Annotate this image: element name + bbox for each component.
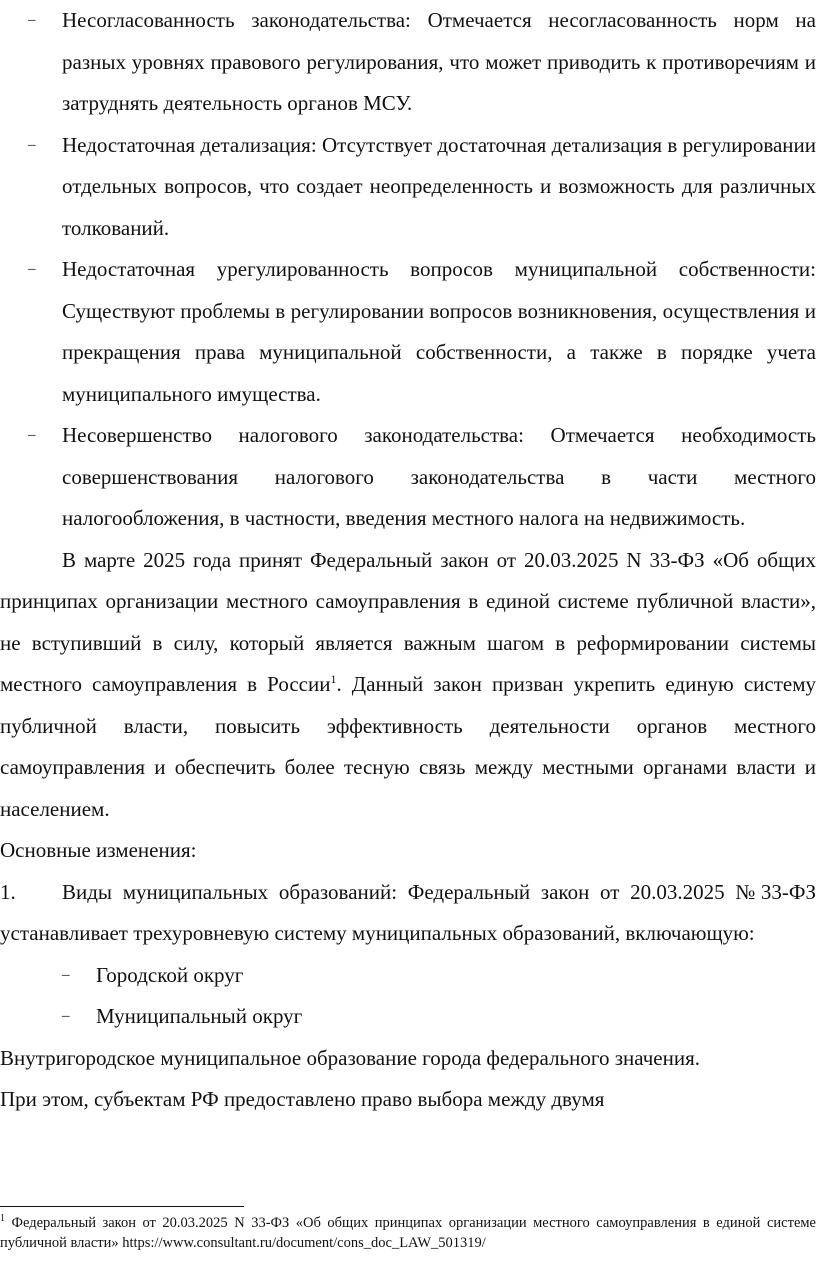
list-item xyxy=(0,0,816,125)
dash-marker: – xyxy=(28,12,36,28)
footnote-separator xyxy=(0,1206,244,1207)
paragraph-text: . Данный закон призван укрепить единую систему публичной власти, повысить эффективность деятельности органов местного самоуправления и обеспечить более тесную связь между местными органами власти и населением. xyxy=(0,672,816,821)
list-item-text: Городской округ xyxy=(96,962,244,987)
sub-bullet-list xyxy=(0,955,816,1038)
dash-marker: – xyxy=(28,261,36,277)
list-item-text: Несовершенство налогового законодательства: Отмечается необходимость совершенствования налогового законодательства в части местного налогообложения, в частности, введения местного налога на недвижимость. xyxy=(62,423,816,530)
list-item xyxy=(0,415,816,540)
list-item xyxy=(0,996,816,1038)
list-item xyxy=(0,249,816,415)
numbered-item xyxy=(0,872,816,955)
closing-line: Внутригородское муниципальное образование города федерального значения. xyxy=(0,1045,700,1070)
dash-marker: – xyxy=(62,1008,70,1024)
footnote-reference[interactable]: 1 xyxy=(330,672,337,686)
footnote-text: Федеральный закон от 20.03.2025 N 33-ФЗ «Об общих принципах организации местного самоуправления в единой системе публичной власти» https://www.consultant.ru/document/cons_doc_LAW_501319/ xyxy=(0,1215,816,1251)
list-item xyxy=(0,955,816,997)
list-item-text: Недостаточная детализация: Отсутствует достаточная детализация в регулировании отдельных вопросов, что создает неопределенность и возможность для различных толкований. xyxy=(62,132,816,240)
closing-line: При этом, субъектам РФ предоставлено право выбора между двумя xyxy=(0,1087,605,1111)
list-item-text: Несогласованность законодательства: Отмечается несогласованность норм на разных уровнях правового регулирования, что может приводить к противоречиям и затруднять деятельность органов МСУ. xyxy=(62,8,816,115)
main-paragraph xyxy=(0,540,816,831)
numbered-item-text: Виды муниципальных образований: Федеральный закон от 20.03.2025 №33-ФЗ устанавливает трехуровневую систему муниципальных образований, включающую: xyxy=(0,879,816,945)
list-item-text: Муниципальный округ xyxy=(96,1004,303,1028)
dash-marker: – xyxy=(28,136,36,153)
section-heading: Основные изменения: xyxy=(0,838,197,862)
dash-marker: – xyxy=(28,427,36,443)
paragraph-text: В марте 2025 года принят Федеральный закон от 20.03.2025 N 33-ФЗ «Об общих принципах организации местного самоуправления в единой системе публичной власти», не вступивший в силу, который является важным шагом в реформировании системы местного самоуправления в России xyxy=(0,547,816,696)
list-item-text: Недостаточная урегулированность вопросов муниципальной собственности: Существуют проблемы в регулировании вопросов возникновения, осуществления и прекращения права муниципальной собственности, а также в порядке учета муниципального имущества. xyxy=(62,257,816,406)
dash-marker: – xyxy=(62,966,70,983)
bullet-list xyxy=(0,0,816,540)
item-number: 1. xyxy=(0,879,16,904)
footnote-number: 1 xyxy=(0,1213,5,1225)
list-item xyxy=(0,125,816,250)
footnote xyxy=(0,1213,816,1253)
